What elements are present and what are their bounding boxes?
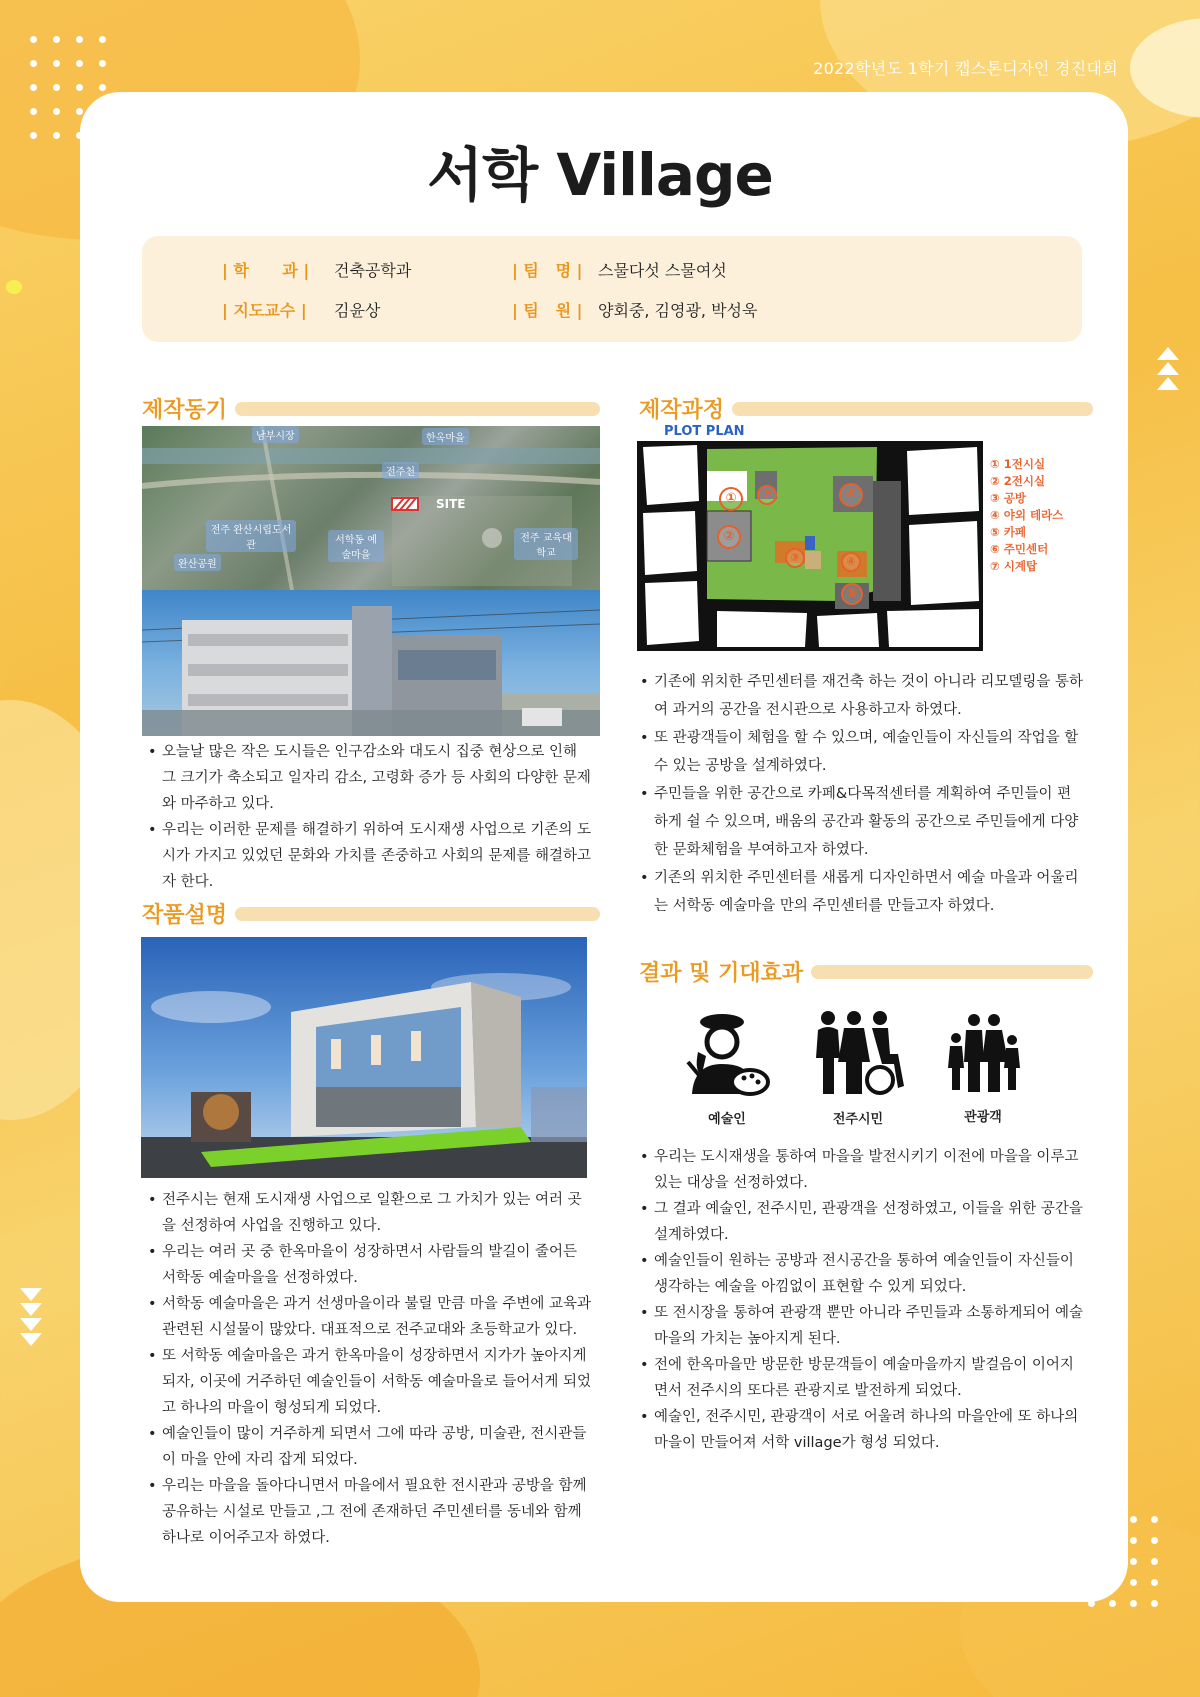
bullet-item: • 또 전시장을 통하여 관광객 뿐만 아니라 주민들과 소통하게되어 예술마을의 가치는 높아지게 된다.: [638, 1300, 1084, 1352]
bullet-item: • 예술인, 전주시민, 관광객이 서로 어울려 하나의 마을안에 또 하나의 마을이 만들어져 서학 village가 형성 되었다.: [638, 1404, 1084, 1456]
bullet-item: • 예술인들이 원하는 공방과 전시공간을 통하여 예술인들이 자신들이 생각하는 예술을 아낌없이 표현할 수 있게 되었다.: [638, 1248, 1084, 1300]
plot-legend: [990, 456, 1063, 575]
bullet-item: • 기존에 위치한 주민센터를 재건축 하는 것이 아니라 리모델링을 통하여 과거의 공간을 전시관으로 사용하고자 하였다.: [638, 668, 1084, 724]
heading-bar: [811, 965, 1093, 979]
results-bullets: [638, 1144, 1084, 1456]
team-name-label: | 팀 명 |: [512, 261, 583, 280]
department-label: | 학 과 |: [222, 261, 310, 280]
map-label: SITE: [436, 497, 466, 511]
plot-number: ⑥: [839, 483, 863, 507]
heading-bar: [235, 402, 600, 416]
icon-label: 관광객: [964, 1110, 1002, 1125]
heading-bar: [235, 907, 600, 921]
members-value: 양회중, 김영광, 박성욱: [598, 301, 758, 320]
family-icon: [946, 1012, 1022, 1092]
legend-item: ③ 공방: [990, 491, 1026, 505]
department-row: [222, 258, 411, 281]
map-label: 완산공원: [174, 554, 221, 571]
bullet-item: • 우리는 여러 곳 중 한옥마을이 성장하면서 사람들의 발길이 줄어든 서학동 예술마을을 선정하였다.: [146, 1239, 594, 1291]
map-label: 전주 완산시립도서관: [206, 520, 296, 552]
plot-plan-drawing: [637, 441, 983, 651]
citizens-icon: [814, 1010, 906, 1096]
description-bullets: [146, 1187, 594, 1551]
process-bullets: [638, 668, 1084, 920]
bullet-item: • 우리는 마을을 돌아다니면서 마을에서 필요한 전시관과 공방을 함께 공유하는 시설로 만들고 ,그 전에 존재하던 주민센터를 동네와 함께 하나로 이어주고자 하였다.: [146, 1473, 594, 1551]
bullet-item: • 또 서학동 예술마을은 과거 한옥마을이 성장하면서 지가가 높아지게 되자, 이곳에 거주하던 예술인들이 서학동 예술마을로 들어서게 되었고 하나의 마을이 형성되게 되었다.: [146, 1343, 594, 1421]
bullet-item: • 그 결과 예술인, 전주시민, 관광객을 선정하였고, 이들을 위한 공간을 설계하였다.: [638, 1196, 1084, 1248]
description-heading: [142, 898, 600, 929]
artist-icon: [684, 1012, 770, 1096]
legend-item: ② 2전시실: [990, 474, 1046, 488]
icon-label: 전주시민: [832, 1112, 884, 1127]
team-name-row: [512, 258, 727, 281]
map-label: 서학동 예술마을: [328, 530, 384, 562]
map-label: 전주 교육대학교: [514, 528, 578, 560]
bullet-item: • 전주시는 현재 도시재생 사업으로 일환으로 그 가치가 있는 여러 곳을 선정하여 사업을 진행하고 있다.: [146, 1187, 594, 1239]
page-title: 서학 Village: [427, 141, 773, 209]
plot-number: ⑤: [841, 583, 863, 605]
event-title: 2022학년도 1학기 캡스톤디자인 경진대회: [813, 59, 1118, 78]
motivation-heading: [142, 393, 600, 424]
plot-number: ④: [841, 552, 861, 572]
map-label: 전주천: [382, 462, 419, 479]
legend-item: ① 1전시실: [990, 457, 1046, 471]
bullet-item: • 기존의 위치한 주민센터를 새롭게 디자인하면서 예술 마을과 어울리는 서학동 예술마을 만의 주민센터를 만들고자 하였다.: [638, 864, 1084, 920]
map-label: 한옥마을: [422, 428, 469, 445]
team-info-box: [142, 236, 1082, 342]
legend-item: ⑦ 시계탑: [990, 559, 1038, 573]
motivation-bullets: [146, 739, 594, 895]
yellow-dot: [6, 280, 22, 294]
motivation-heading-text: 제작동기: [142, 398, 228, 423]
bullet-item: • 서학동 예술마을은 과거 선생마을이라 불릴 만큼 마을 주변에 교육과 관련된 시설물이 많았다. 대표적으로 전주교대와 초등학교가 있다.: [146, 1291, 594, 1343]
arrow-down-stack: [20, 1288, 42, 1346]
plot-number: ⑦: [757, 485, 777, 505]
arrow-up-stack: [1157, 347, 1179, 390]
bullet-item: • 우리는 도시재생을 통하여 마을을 발전시키기 이전에 마을을 이루고 있는 대상을 선정하였다.: [638, 1144, 1084, 1196]
bullet-item: • 주민들을 위한 공간으로 카페&다목적센터를 계획하여 주민들이 편하게 쉴 수 있으며, 배움의 공간과 활동의 공간으로 주민들에게 다양한 문화체험을 부여하고자 하였다.: [638, 780, 1084, 864]
icon-label: 예술인: [708, 1112, 746, 1127]
plot-plan-title: PLOT PLAN: [664, 424, 745, 439]
results-heading-text: 결과 및 기대효과: [639, 961, 804, 986]
team-name-value: 스물다섯 스물여섯: [598, 261, 727, 280]
bullet-item: • 또 관광객들이 체험을 할 수 있으며, 예술인들이 자신들의 작업을 할 수 있는 공방을 설계하였다.: [638, 724, 1084, 780]
heading-bar: [732, 402, 1093, 416]
building-rendering: [141, 937, 587, 1178]
plot-number: ②: [717, 525, 741, 549]
results-heading: [639, 956, 1093, 987]
advisor-row: [222, 298, 380, 321]
community-center-photo: [142, 590, 600, 736]
legend-item: ⑥ 주민센터: [990, 542, 1049, 556]
process-heading: [639, 393, 1093, 424]
bullet-item: • 오늘날 많은 작은 도시들은 인구감소와 대도시 집중 현상으로 인해 그 크기가 축소되고 일자리 감소, 고령화 증가 등 사회의 다양한 문제와 마주하고 있다.: [146, 739, 594, 817]
description-heading-text: 작품설명: [142, 903, 228, 928]
bullet-item: • 예술인들이 많이 거주하게 되면서 그에 따라 공방, 미술관, 전시관들이 마을 안에 자리 잡게 되었다.: [146, 1421, 594, 1473]
bullet-item: • 우리는 이러한 문제를 해결하기 위하여 도시재생 사업으로 기존의 도시가 가지고 있었던 문화와 가치를 존중하고 사회의 문제를 해결하고자 한다.: [146, 817, 594, 895]
advisor-value: 김윤상: [334, 301, 381, 320]
members-row: [512, 298, 757, 321]
map-label: 남부시장: [252, 426, 299, 443]
advisor-label: | 지도교수 |: [222, 301, 307, 320]
department-value: 건축공학과: [334, 261, 412, 280]
bullet-item: • 전에 한옥마을만 방문한 방문객들이 예술마을까지 발걸음이 이어지면서 전주시의 또다른 관광지로 발전하게 되었다.: [638, 1352, 1084, 1404]
site-aerial-map: [142, 426, 600, 590]
plot-number: ①: [719, 487, 743, 511]
legend-item: ⑤ 카페: [990, 525, 1026, 539]
members-label: | 팀 원 |: [512, 301, 583, 320]
plot-number: ③: [785, 548, 805, 568]
legend-item: ④ 야외 테라스: [990, 508, 1064, 522]
process-heading-text: 제작과정: [639, 398, 725, 423]
